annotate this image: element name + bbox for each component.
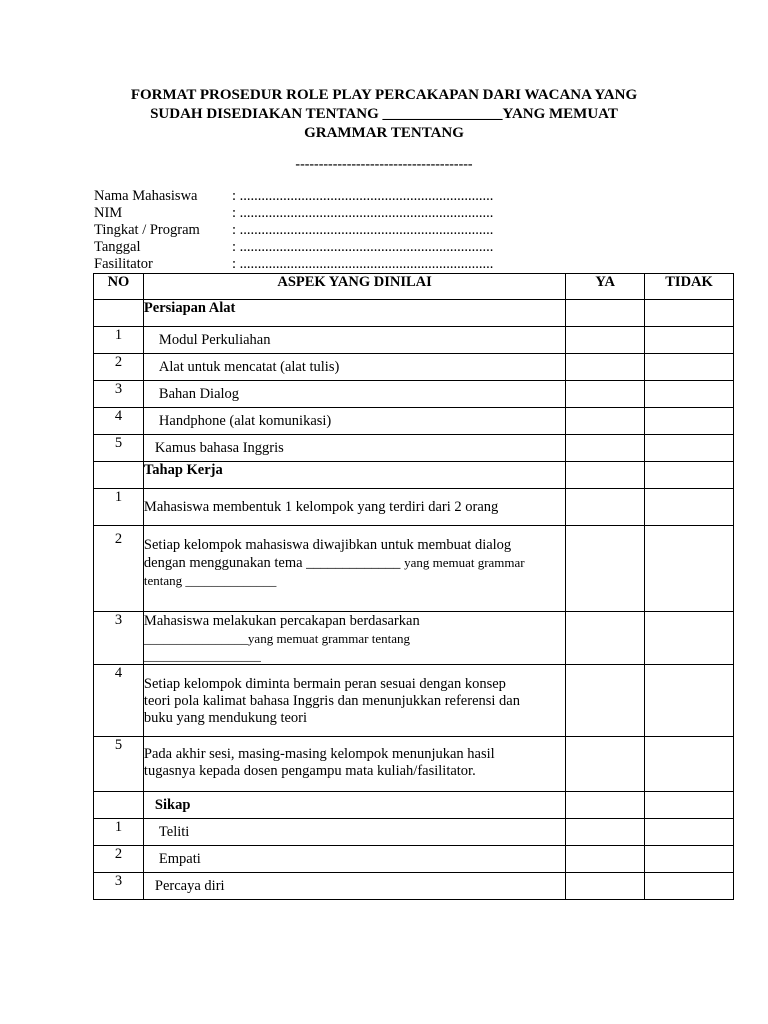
info-label: Tanggal (94, 239, 141, 255)
ya-checkbox[interactable] (566, 435, 645, 462)
info-row-nama (94, 188, 534, 205)
tidak-checkbox[interactable] (645, 354, 734, 381)
identity-fields (94, 188, 534, 273)
table-row (94, 526, 734, 612)
info-label: Nama Mahasiswa (94, 188, 198, 204)
aspek-line (144, 554, 565, 572)
aspek-text: Bahan Dialog (143, 381, 565, 408)
row-number: 3 (94, 873, 144, 900)
info-value-field[interactable]: : ...................................................................... (232, 256, 494, 272)
aspek-line: tugasnya kepada dosen pengampu mata kuliah/fasilitator. (143, 763, 476, 779)
aspek-text (143, 737, 565, 792)
aspek-text: Alat untuk mencatat (alat tulis) (143, 354, 565, 381)
section-title-tahap-kerja: Tahap Kerja (143, 462, 565, 489)
section-row (94, 792, 734, 819)
aspek-text: Modul Perkuliahan (143, 327, 565, 354)
aspek-line: ________________yang memuat grammar tentang (143, 631, 411, 646)
ya-checkbox[interactable] (566, 846, 645, 873)
ya-checkbox[interactable] (566, 327, 645, 354)
tidak-checkbox[interactable] (645, 792, 734, 819)
section-row (94, 300, 734, 327)
table-row (94, 354, 734, 381)
ya-checkbox[interactable] (566, 354, 645, 381)
ya-checkbox[interactable] (566, 612, 645, 665)
aspek-text: Handphone (alat komunikasi) (143, 408, 565, 435)
section-row (94, 462, 734, 489)
tidak-checkbox[interactable] (645, 327, 734, 354)
table-row (94, 873, 734, 900)
header-aspek: ASPEK YANG DINILAI (143, 274, 565, 300)
evaluation-table (93, 273, 734, 900)
aspek-text: Mahasiswa membentuk 1 kelompok yang terdiri dari 2 orang (143, 489, 565, 526)
ya-checkbox[interactable] (566, 526, 645, 612)
tidak-checkbox[interactable] (645, 873, 734, 900)
tidak-checkbox[interactable] (645, 300, 734, 327)
table-row (94, 737, 734, 792)
tidak-checkbox[interactable] (645, 612, 734, 665)
row-number: 5 (94, 435, 144, 462)
aspek-line: __________________ (143, 648, 261, 663)
section-title-persiapan: Persiapan Alat (143, 300, 565, 327)
ya-checkbox[interactable] (566, 665, 645, 737)
title-line-1: FORMAT PROSEDUR ROLE PLAY PERCAKAPAN DARI WACANA YANG (130, 87, 638, 103)
header-ya: YA (566, 274, 645, 300)
table-row (94, 665, 734, 737)
aspek-text: Empati (143, 846, 565, 873)
row-number: 3 (94, 381, 144, 408)
table-row (94, 408, 734, 435)
info-row-tingkat (94, 222, 534, 239)
tidak-checkbox[interactable] (645, 819, 734, 846)
info-value-field[interactable]: : ...................................................................... (232, 188, 494, 204)
tidak-checkbox[interactable] (645, 489, 734, 526)
row-number: 2 (94, 846, 144, 873)
tidak-checkbox[interactable] (645, 526, 734, 612)
row-number: 1 (94, 489, 144, 526)
aspek-line: tentang ______________ (143, 573, 277, 588)
ya-checkbox[interactable] (566, 737, 645, 792)
info-row-fasilitator (94, 256, 534, 273)
section-title-sikap: Sikap (143, 792, 565, 819)
ya-checkbox[interactable] (566, 381, 645, 408)
title-separator: -------------------------------------- (295, 157, 473, 172)
info-value-field[interactable]: : ...................................................................... (232, 205, 494, 221)
table-row (94, 819, 734, 846)
aspek-text (143, 526, 565, 612)
aspek-text (143, 612, 565, 665)
info-label: NIM (94, 205, 123, 221)
tidak-checkbox[interactable] (645, 462, 734, 489)
header-no: NO (94, 274, 144, 300)
aspek-line: Setiap kelompok mahasiswa diwajibkan untuk membuat dialog (143, 537, 512, 553)
no-cell (94, 300, 144, 327)
row-number: 1 (94, 819, 144, 846)
no-cell (94, 792, 144, 819)
row-number: 4 (94, 408, 144, 435)
table-row (94, 612, 734, 665)
table-row (94, 327, 734, 354)
no-cell (94, 462, 144, 489)
table-header-row (94, 274, 734, 300)
table-row (94, 435, 734, 462)
tidak-checkbox[interactable] (645, 435, 734, 462)
row-number: 1 (94, 327, 144, 354)
aspek-line: Pada akhir sesi, masing-masing kelompok menunjukan hasil (143, 746, 495, 762)
document-title (0, 86, 768, 143)
ya-checkbox[interactable] (566, 489, 645, 526)
ya-checkbox[interactable] (566, 873, 645, 900)
aspek-line: Setiap kelompok diminta bermain peran sesuai dengan konsep (143, 676, 506, 692)
aspek-text (143, 665, 565, 737)
ya-checkbox[interactable] (566, 462, 645, 489)
ya-checkbox[interactable] (566, 819, 645, 846)
aspek-line-part: yang memuat grammar (404, 555, 525, 570)
header-tidak: TIDAK (645, 274, 734, 300)
tidak-checkbox[interactable] (645, 846, 734, 873)
aspek-line: buku yang mendukung teori (143, 710, 308, 726)
title-line-2: SUDAH DISEDIAKAN TENTANG ________________YANG MEMUAT (150, 106, 618, 122)
aspek-line: teori pola kalimat bahasa Inggris dan menunjukkan referensi dan (143, 693, 520, 709)
info-row-nim (94, 205, 534, 222)
row-number: 5 (94, 737, 144, 792)
table-row (94, 489, 734, 526)
ya-checkbox[interactable] (566, 300, 645, 327)
ya-checkbox[interactable] (566, 408, 645, 435)
aspek-text: Kamus bahasa Inggris (143, 435, 565, 462)
table-row (94, 846, 734, 873)
tidak-checkbox[interactable] (645, 737, 734, 792)
info-row-tanggal (94, 239, 534, 256)
aspek-line-part: dengan menggunakan tema _____________ (143, 555, 405, 571)
row-number: 3 (94, 612, 144, 665)
info-value-field[interactable]: : ...................................................................... (232, 222, 494, 238)
row-number: 4 (94, 665, 144, 737)
ya-checkbox[interactable] (566, 792, 645, 819)
aspek-text: Percaya diri (143, 873, 565, 900)
tidak-checkbox[interactable] (645, 408, 734, 435)
tidak-checkbox[interactable] (645, 665, 734, 737)
tidak-checkbox[interactable] (645, 381, 734, 408)
row-number: 2 (94, 354, 144, 381)
info-label: Fasilitator (94, 256, 153, 272)
aspek-text: Teliti (143, 819, 565, 846)
title-line-3: GRAMMAR TENTANG (304, 125, 464, 141)
table-row (94, 381, 734, 408)
info-label: Tingkat / Program (94, 222, 200, 238)
row-number: 2 (94, 526, 144, 612)
aspek-line: Mahasiswa melakukan percakapan berdasarkan (143, 613, 420, 629)
info-value-field[interactable]: : ...................................................................... (232, 239, 494, 255)
